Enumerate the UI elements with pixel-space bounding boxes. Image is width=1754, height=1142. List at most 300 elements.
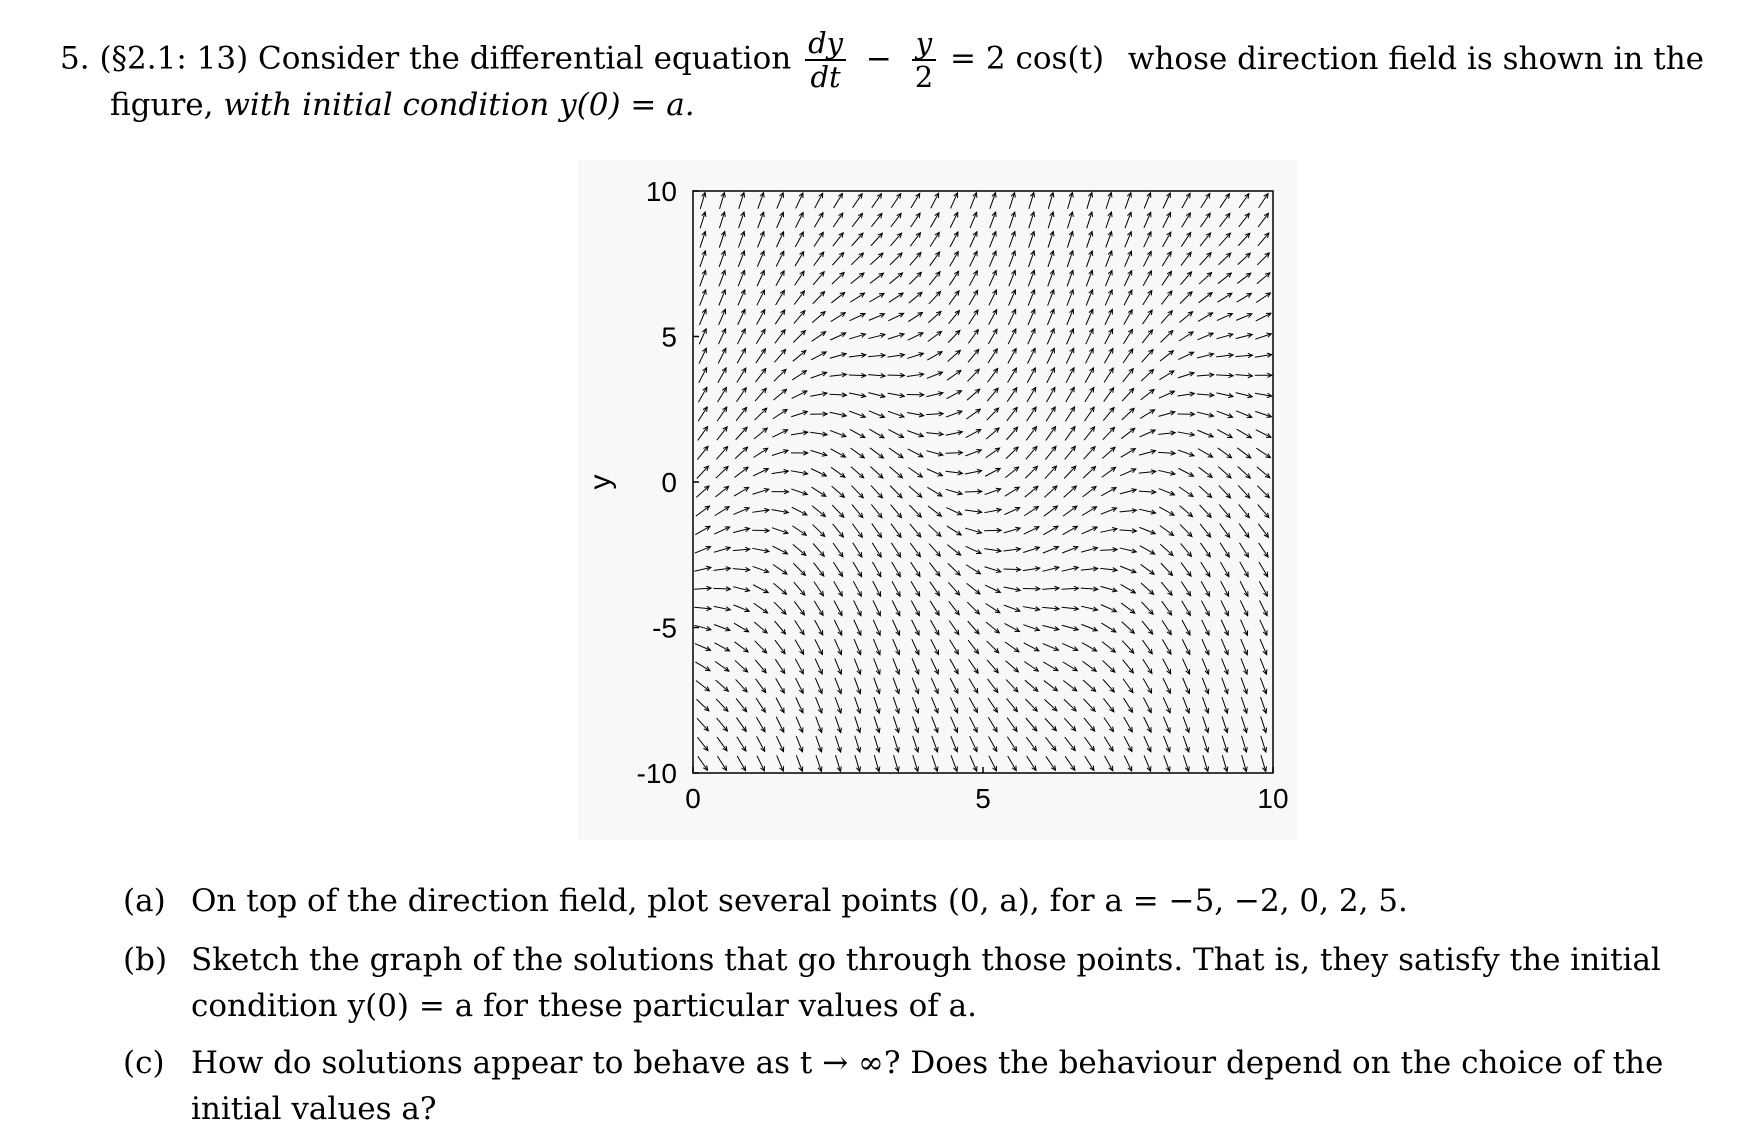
field-arrow bbox=[1028, 290, 1035, 306]
field-arrow bbox=[1237, 448, 1251, 458]
field-arrow bbox=[947, 526, 961, 535]
field-arrow bbox=[1083, 466, 1095, 478]
field-arrow bbox=[1141, 390, 1154, 400]
field-arrow bbox=[718, 387, 727, 401]
field-arrow bbox=[966, 409, 980, 419]
field-arrow bbox=[1081, 547, 1097, 552]
field-arrow bbox=[932, 717, 939, 733]
field-arrow bbox=[1106, 212, 1112, 228]
field-arrow bbox=[891, 524, 901, 538]
field-arrow bbox=[1140, 564, 1154, 574]
field-arrow bbox=[756, 349, 766, 363]
y-tick-label: -5 bbox=[652, 612, 677, 644]
field-arrow bbox=[1066, 387, 1074, 402]
field-arrow bbox=[970, 193, 977, 209]
field-arrow bbox=[737, 737, 746, 751]
field-arrow bbox=[756, 329, 765, 344]
field-arrow bbox=[850, 448, 864, 458]
field-arrow bbox=[716, 466, 728, 478]
field-arrow bbox=[772, 510, 789, 514]
field-arrow bbox=[889, 448, 903, 458]
field-arrow bbox=[988, 717, 997, 732]
field-arrow bbox=[1218, 448, 1232, 458]
part-c-label: (c) bbox=[123, 1045, 165, 1081]
direction-field-chart bbox=[578, 160, 1298, 840]
field-arrow bbox=[795, 271, 804, 285]
field-arrow bbox=[1222, 736, 1228, 752]
field-arrow bbox=[774, 369, 786, 381]
field-arrow bbox=[1042, 586, 1059, 590]
field-arrow bbox=[1239, 213, 1250, 226]
field-arrow bbox=[1064, 699, 1076, 711]
arrows-layer bbox=[694, 193, 1272, 772]
field-arrow bbox=[776, 271, 784, 286]
field-arrow bbox=[1084, 737, 1094, 751]
field-arrow bbox=[1047, 309, 1054, 325]
field-arrow bbox=[735, 467, 749, 477]
field-arrow bbox=[892, 600, 900, 615]
field-arrow bbox=[753, 488, 769, 494]
field-arrow bbox=[1179, 487, 1193, 497]
field-arrow bbox=[736, 718, 746, 732]
field-arrow bbox=[927, 469, 943, 476]
field-arrow bbox=[813, 543, 824, 556]
field-arrow bbox=[714, 567, 731, 571]
field-arrow bbox=[1005, 487, 1019, 496]
field-arrow bbox=[1202, 639, 1209, 655]
field-arrow bbox=[893, 716, 899, 732]
field-arrow bbox=[1103, 427, 1115, 439]
field-arrow bbox=[926, 432, 943, 436]
field-arrow bbox=[776, 717, 784, 732]
field-arrow bbox=[1257, 486, 1269, 498]
field-arrow bbox=[930, 232, 939, 246]
field-arrow bbox=[1139, 527, 1155, 534]
field-arrow bbox=[772, 528, 788, 534]
field-arrow bbox=[1082, 527, 1098, 534]
field-arrow bbox=[754, 428, 767, 439]
field-arrow bbox=[1027, 368, 1035, 383]
field-arrow bbox=[714, 547, 730, 553]
field-arrow bbox=[1007, 699, 1018, 712]
field-arrow bbox=[1199, 467, 1213, 477]
y-axis-label: y bbox=[584, 474, 617, 490]
problem-line-2 bbox=[110, 85, 695, 125]
field-arrow bbox=[849, 333, 865, 339]
field-arrow bbox=[830, 393, 847, 397]
field-arrow bbox=[1201, 194, 1210, 208]
field-arrow bbox=[718, 348, 726, 363]
field-arrow bbox=[1100, 568, 1117, 572]
field-arrow bbox=[1065, 407, 1074, 421]
field-arrow bbox=[694, 586, 711, 590]
field-arrow bbox=[987, 641, 999, 653]
field-arrow bbox=[792, 526, 806, 536]
field-arrow bbox=[793, 350, 806, 361]
field-arrow bbox=[735, 447, 747, 459]
field-arrow bbox=[772, 546, 787, 554]
x-ticks-layer bbox=[685, 767, 1288, 814]
field-arrow bbox=[1067, 329, 1074, 345]
field-arrow bbox=[1219, 253, 1231, 265]
field-arrow bbox=[1258, 524, 1268, 538]
field-arrow bbox=[816, 755, 822, 771]
field-arrow bbox=[1261, 755, 1267, 771]
field-arrow bbox=[951, 193, 958, 208]
field-arrow bbox=[1142, 350, 1153, 363]
field-arrow bbox=[1183, 678, 1190, 694]
field-arrow bbox=[969, 271, 977, 286]
field-arrow bbox=[1009, 212, 1015, 228]
field-arrow bbox=[1085, 348, 1093, 363]
field-arrow bbox=[773, 409, 787, 418]
field-arrow bbox=[719, 251, 725, 267]
field-arrow bbox=[1142, 621, 1153, 634]
field-arrow bbox=[812, 332, 826, 342]
problem-number: 5. bbox=[60, 40, 90, 77]
field-arrow bbox=[697, 737, 708, 750]
field-arrow bbox=[986, 428, 999, 439]
field-arrow bbox=[1198, 313, 1213, 322]
field-arrow bbox=[849, 411, 865, 417]
field-arrow bbox=[1240, 581, 1248, 596]
field-arrow bbox=[1102, 467, 1116, 477]
field-arrow bbox=[1121, 428, 1134, 438]
field-arrow bbox=[1125, 251, 1132, 267]
field-arrow bbox=[1200, 543, 1210, 557]
field-arrow bbox=[1255, 353, 1272, 357]
field-arrow bbox=[927, 352, 942, 360]
field-arrow bbox=[1024, 506, 1038, 515]
field-arrow bbox=[1220, 543, 1229, 557]
initial-condition: y(0) = a. bbox=[559, 87, 695, 123]
field-arrow bbox=[853, 194, 863, 208]
field-arrow bbox=[1239, 194, 1249, 208]
field-arrow bbox=[852, 213, 862, 226]
field-arrow bbox=[1121, 449, 1136, 458]
field-arrow bbox=[1180, 506, 1193, 517]
field-arrow bbox=[1199, 486, 1212, 497]
field-arrow bbox=[752, 548, 769, 552]
field-arrow bbox=[986, 448, 1000, 458]
field-arrow bbox=[1087, 231, 1093, 247]
field-arrow bbox=[1068, 193, 1074, 209]
field-arrow bbox=[810, 392, 827, 396]
field-arrow bbox=[1259, 562, 1268, 577]
field-arrow bbox=[1183, 697, 1190, 713]
field-arrow bbox=[717, 737, 727, 751]
field-arrow bbox=[1027, 407, 1036, 421]
field-arrow bbox=[757, 251, 764, 267]
section-reference: (§2.1: 13) bbox=[99, 40, 249, 77]
field-arrow bbox=[1044, 506, 1058, 516]
field-arrow bbox=[738, 251, 745, 267]
field-arrow bbox=[738, 232, 744, 248]
y-ticks-layer bbox=[637, 176, 699, 789]
field-arrow bbox=[989, 310, 997, 325]
field-arrow bbox=[791, 431, 808, 435]
field-arrow bbox=[719, 290, 726, 306]
field-arrow bbox=[1164, 755, 1170, 771]
field-arrow bbox=[694, 566, 711, 571]
field-arrow bbox=[1216, 333, 1232, 339]
field-arrow bbox=[1029, 212, 1035, 228]
field-arrow bbox=[1200, 213, 1210, 227]
field-arrow bbox=[891, 505, 902, 518]
field-arrow bbox=[1084, 407, 1094, 421]
field-arrow bbox=[1009, 290, 1016, 306]
field-arrow bbox=[1042, 606, 1059, 610]
problem-outro: whose direction field is shown in the bbox=[1127, 40, 1705, 77]
field-arrow bbox=[834, 193, 843, 207]
field-arrow bbox=[984, 548, 1001, 552]
field-arrow bbox=[1103, 698, 1113, 711]
field-arrow bbox=[1238, 233, 1249, 246]
field-arrow bbox=[1237, 429, 1252, 438]
field-arrow bbox=[892, 620, 899, 635]
field-arrow bbox=[1255, 393, 1272, 397]
field-arrow bbox=[1063, 680, 1076, 690]
field-arrow bbox=[1236, 333, 1252, 338]
field-arrow bbox=[835, 736, 841, 752]
field-arrow bbox=[739, 193, 745, 209]
field-arrow bbox=[850, 429, 865, 437]
field-arrow bbox=[1182, 601, 1191, 616]
field-arrow bbox=[893, 678, 899, 694]
field-arrow bbox=[700, 231, 706, 247]
field-arrow bbox=[755, 641, 767, 653]
field-arrow bbox=[794, 601, 804, 615]
field-arrow bbox=[1178, 352, 1193, 359]
field-arrow bbox=[1158, 451, 1175, 455]
field-arrow bbox=[1045, 718, 1056, 731]
field-arrow bbox=[737, 329, 745, 344]
field-arrow bbox=[695, 644, 711, 651]
field-arrow bbox=[1219, 505, 1230, 518]
field-arrow bbox=[1064, 718, 1075, 731]
field-arrow bbox=[1065, 446, 1076, 459]
field-arrow bbox=[1124, 736, 1132, 751]
field-arrow bbox=[890, 233, 901, 246]
field-arrow bbox=[757, 736, 765, 751]
field-arrow bbox=[1240, 562, 1248, 577]
field-arrow bbox=[989, 251, 996, 267]
field-arrow bbox=[1101, 488, 1116, 496]
field-arrow bbox=[1005, 623, 1020, 631]
field-arrow bbox=[695, 546, 711, 553]
field-arrow bbox=[928, 331, 942, 341]
field-arrow bbox=[700, 270, 706, 286]
field-arrow bbox=[926, 451, 942, 456]
field-arrow bbox=[758, 212, 764, 228]
field-arrow bbox=[1125, 232, 1132, 248]
part-b-text: Sketch the graph of the solutions that go through those points. That is, they satisfy the initial condition y(0) = a for these particular values of a. bbox=[191, 942, 1661, 1024]
field-arrow bbox=[1062, 625, 1078, 630]
field-arrow bbox=[695, 662, 710, 671]
field-arrow bbox=[1178, 432, 1195, 436]
field-arrow bbox=[984, 508, 1001, 512]
field-arrow bbox=[716, 680, 729, 691]
field-arrow bbox=[772, 490, 789, 494]
field-arrow bbox=[874, 697, 880, 713]
field-arrow bbox=[855, 716, 861, 732]
field-arrow bbox=[1083, 487, 1096, 497]
field-arrow bbox=[951, 736, 958, 752]
field-arrow bbox=[1125, 193, 1131, 209]
field-arrow bbox=[1142, 640, 1152, 654]
field-arrow bbox=[1259, 194, 1268, 208]
field-arrow bbox=[947, 370, 961, 380]
field-arrow bbox=[1029, 193, 1035, 209]
y-tick-label: 10 bbox=[645, 176, 677, 207]
field-arrow bbox=[811, 450, 827, 456]
field-arrow bbox=[812, 506, 825, 517]
field-arrow bbox=[1008, 756, 1017, 771]
field-arrow bbox=[738, 309, 745, 324]
field-arrow bbox=[734, 508, 750, 515]
field-arrow bbox=[1179, 332, 1193, 341]
field-arrow bbox=[987, 388, 998, 401]
field-arrow bbox=[894, 755, 900, 771]
field-arrow bbox=[949, 271, 958, 285]
field-arrow bbox=[1081, 567, 1098, 571]
field-arrow bbox=[852, 505, 863, 518]
field-arrow bbox=[929, 544, 940, 557]
field-arrow bbox=[854, 639, 861, 655]
field-arrow bbox=[1120, 469, 1136, 476]
field-arrow bbox=[946, 411, 962, 417]
field-arrow bbox=[697, 466, 709, 478]
field-arrow bbox=[814, 582, 824, 596]
field-arrow bbox=[754, 622, 767, 633]
field-arrow bbox=[893, 658, 900, 674]
field-arrow bbox=[951, 755, 957, 771]
field-arrow bbox=[965, 528, 981, 534]
field-arrow bbox=[835, 639, 842, 655]
field-arrow bbox=[1242, 755, 1248, 771]
field-arrow bbox=[1046, 387, 1054, 402]
field-arrow bbox=[796, 678, 804, 693]
field-arrow bbox=[1240, 600, 1247, 615]
field-arrow bbox=[1256, 448, 1270, 457]
field-arrow bbox=[1123, 349, 1133, 363]
field-arrow bbox=[854, 658, 861, 674]
field-arrow bbox=[1197, 430, 1213, 437]
field-arrow bbox=[931, 697, 938, 713]
field-arrow bbox=[1182, 639, 1190, 654]
field-arrow bbox=[698, 756, 708, 770]
field-arrow bbox=[715, 486, 728, 497]
field-arrow bbox=[913, 716, 919, 732]
field-arrow bbox=[1140, 546, 1155, 554]
field-arrow bbox=[1063, 526, 1078, 534]
field-arrow bbox=[1241, 658, 1248, 674]
field-arrow bbox=[814, 601, 823, 616]
field-arrow bbox=[873, 600, 880, 615]
field-arrow bbox=[1026, 427, 1036, 441]
field-arrow bbox=[791, 489, 807, 495]
field-arrow bbox=[717, 718, 728, 731]
field-arrow bbox=[776, 251, 784, 266]
field-arrow bbox=[888, 353, 905, 357]
field-arrow bbox=[1255, 411, 1271, 417]
field-arrow bbox=[1159, 371, 1174, 380]
field-arrow bbox=[1082, 507, 1097, 516]
problem-intro: Consider the differential equation bbox=[258, 40, 792, 77]
field-arrow bbox=[909, 292, 922, 303]
field-arrow bbox=[754, 448, 768, 457]
field-arrow bbox=[734, 487, 749, 496]
field-arrow bbox=[965, 469, 982, 474]
field-arrow bbox=[1083, 680, 1096, 691]
field-arrow bbox=[1067, 290, 1074, 306]
field-arrow bbox=[869, 314, 885, 321]
field-arrow bbox=[1182, 659, 1189, 674]
field-arrow bbox=[968, 349, 979, 362]
field-arrow bbox=[1043, 644, 1059, 651]
field-arrow bbox=[1255, 333, 1271, 339]
field-arrow bbox=[907, 353, 923, 359]
field-arrow bbox=[1123, 369, 1134, 382]
field-arrow bbox=[776, 290, 785, 305]
field-arrow bbox=[775, 310, 784, 324]
field-arrow bbox=[984, 528, 1001, 532]
field-arrow bbox=[831, 467, 845, 477]
field-arrow bbox=[951, 717, 958, 733]
field-arrow bbox=[1064, 486, 1077, 497]
field-arrow bbox=[1120, 529, 1137, 533]
field-arrow bbox=[1178, 450, 1194, 456]
field-arrow bbox=[815, 678, 822, 694]
field-arrow bbox=[1199, 293, 1213, 303]
field-arrow bbox=[1162, 620, 1171, 634]
field-arrow bbox=[869, 293, 884, 302]
field-arrow bbox=[1024, 643, 1039, 651]
field-arrow bbox=[832, 505, 844, 517]
field-arrow bbox=[1120, 509, 1137, 513]
field-arrow bbox=[870, 448, 884, 458]
field-arrow bbox=[871, 233, 883, 246]
x-tick-label: 10 bbox=[1257, 783, 1289, 814]
field-arrow bbox=[1086, 329, 1093, 344]
field-arrow bbox=[1064, 466, 1076, 478]
field-arrow bbox=[1241, 697, 1247, 713]
field-arrow bbox=[814, 563, 824, 577]
field-arrow bbox=[1122, 388, 1133, 401]
field-arrow bbox=[1256, 313, 1271, 321]
field-arrow bbox=[1046, 407, 1055, 421]
field-arrow bbox=[1217, 429, 1232, 437]
field-arrow bbox=[985, 468, 1000, 476]
field-arrow bbox=[927, 487, 942, 496]
field-arrow bbox=[738, 290, 745, 306]
field-arrow bbox=[714, 587, 731, 591]
field-arrow bbox=[1261, 736, 1267, 752]
field-arrow bbox=[1007, 737, 1016, 751]
field-arrow bbox=[872, 524, 882, 538]
frac-numerator-dy: dy bbox=[805, 27, 846, 61]
field-arrow bbox=[1162, 252, 1171, 266]
field-arrow bbox=[892, 581, 900, 596]
field-arrow bbox=[1008, 329, 1016, 344]
field-arrow bbox=[796, 717, 803, 733]
field-arrow bbox=[912, 658, 919, 674]
field-arrow bbox=[874, 658, 881, 674]
field-arrow bbox=[775, 640, 785, 654]
field-arrow bbox=[1008, 348, 1016, 363]
field-arrow bbox=[1009, 193, 1015, 209]
field-arrow bbox=[1048, 270, 1054, 286]
